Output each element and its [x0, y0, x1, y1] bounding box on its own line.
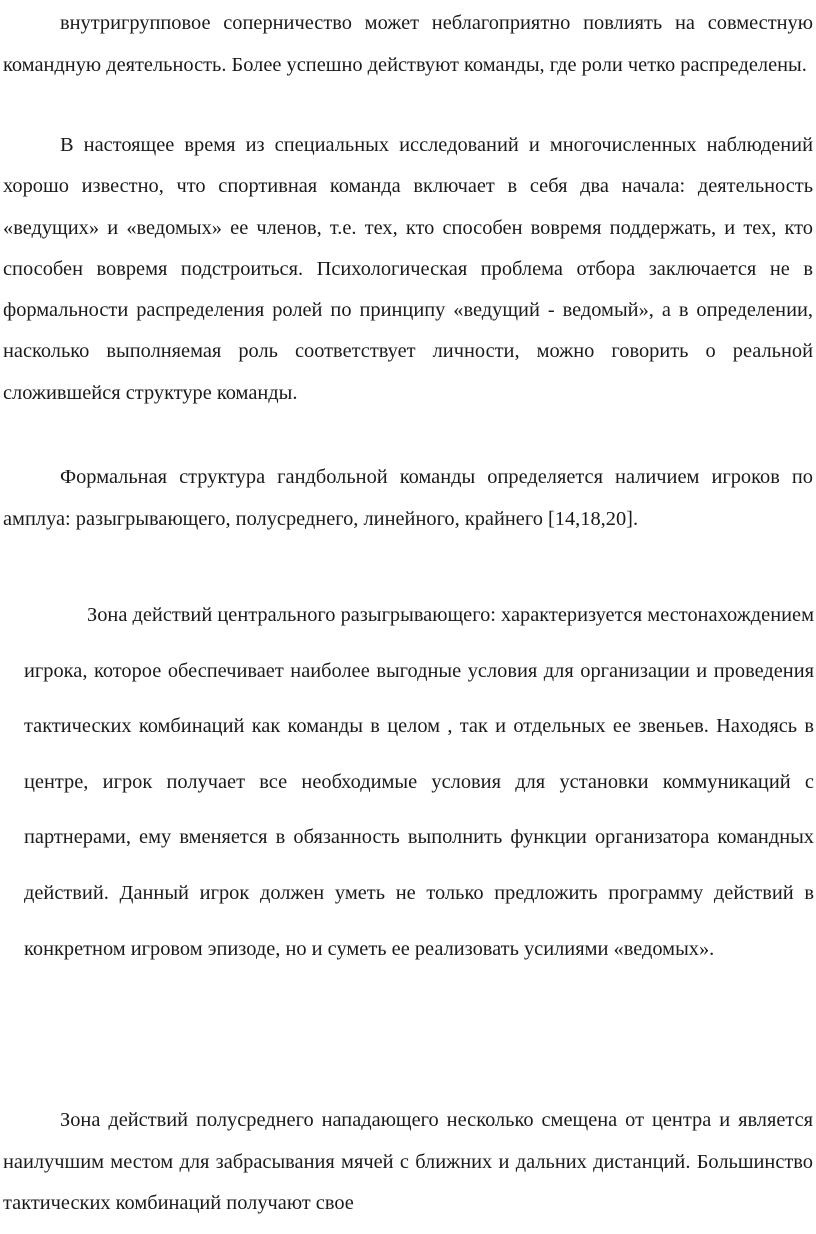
paragraph-4: Зона действий центрального разыгрывающего: характеризуется местонахождением игрока, которое обеспечивает наиболее выгодные условия для организации и проведения тактических комбинаций как команды в целом , так и отдельных ее звеньев. Находясь в центре, игрок получает все необходимые условия для установки коммуникаций с партнерами, ему вменяется в обязанность выполнить функции организатора командных действий. Данный игрок должен уметь не только предложить программу действий в конкретном игровом эпизоде, но и суметь ее реализовать усилиями «ведомых».: [24, 604, 814, 960]
paragraph-5: Зона действий полусреднего нападающего несколько смещена от центра и является наилучшим местом для забрасывания мячей с ближних и дальних дистанций. Большинство тактических комбинаций получают свое: [3, 1109, 813, 1214]
paragraph-1: внутригрупповое соперничество может неблагоприятно повлиять на совместную командную деятельность. Более успешно действуют команды, где роли четко распределены.: [3, 12, 813, 76]
paragraph-3: Формальная структура гандбольной команды определяется наличием игроков по амплуа: разыгрывающего, полусреднего, линейного, крайнего [14,18,20].: [3, 466, 813, 530]
paragraph-2: В настоящее время из специальных исследований и многочисленных наблюдений хорошо известно, что спортивная команда включает в себя два начала: деятельность «ведущих» и «ведомых» ее членов, т.е. тех, кто способен вовремя поддержать, и тех, кто способен вовремя подстроиться. Психологическая проблема отбора заключается не в формальности распределения ролей по принципу «ведущий - ведомый», а в определении, насколько выполняемая роль соответствует личности, можно говорить о реальной сложившейся структуре команды.: [3, 134, 813, 404]
